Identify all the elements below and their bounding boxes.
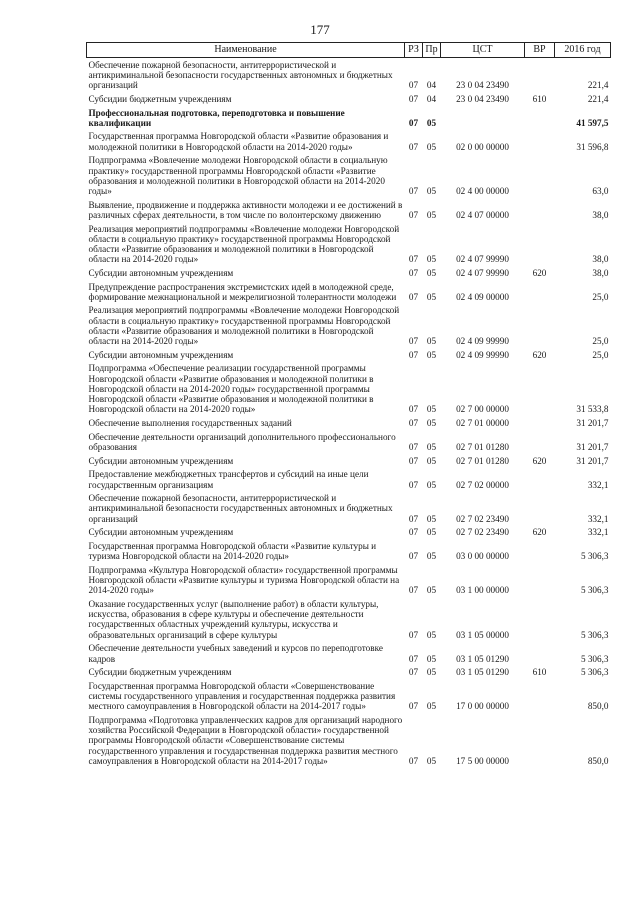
row-pr: 05 — [426, 551, 437, 562]
row-name: Реализация мероприятий подпрограммы «Вовлечение молодежи Новгородской области в социальную практику» государственной программы Новгородской области «Развитие образования и молодежной политики в Новгородской области на 2014-2020 годы» — [88, 223, 400, 265]
row-pr: 05 — [426, 653, 437, 664]
row-pr: 05 — [426, 349, 437, 360]
row-rz: 07 — [408, 141, 419, 152]
table-row — [87, 598, 611, 642]
row-vr: 610 — [532, 93, 547, 104]
row-rz: 07 — [408, 336, 419, 347]
row-vr — [525, 598, 555, 642]
row-cst: 02 7 02 23490 — [456, 527, 509, 538]
row-rz: 07 — [408, 267, 419, 278]
header-cst: ЦСТ — [441, 43, 525, 58]
row-value: 63,0 — [592, 185, 609, 196]
row-pr: 04 — [426, 80, 437, 91]
row-rz: 07 — [408, 254, 419, 265]
row-cst: 02 7 02 23490 — [456, 513, 509, 524]
row-vr — [525, 362, 555, 417]
row-pr: 05 — [426, 418, 437, 428]
row-rz: 07 — [408, 755, 419, 766]
row-cst: 17 0 00 00000 — [456, 701, 509, 712]
row-vr — [525, 222, 555, 266]
table-row — [87, 540, 611, 564]
row-cst: 02 4 07 99990 — [456, 267, 509, 278]
row-value: 332,1 — [587, 513, 609, 524]
row-name: Субсидии бюджетным учреждениям — [88, 667, 232, 678]
row-value: 25,0 — [592, 349, 609, 360]
table-row — [87, 362, 611, 417]
row-value: 332,1 — [587, 527, 609, 538]
row-pr: 05 — [426, 755, 437, 766]
table-row — [87, 679, 611, 713]
row-vr — [525, 642, 555, 666]
row-name: Государственная программа Новгородской области «Развитие культуры и туризма Новгородской области на 2014-2020 годы» — [88, 541, 377, 562]
row-cst: 02 4 09 99990 — [456, 349, 509, 360]
row-pr: 05 — [426, 291, 437, 302]
row-value: 38,0 — [592, 209, 609, 220]
row-value: 25,0 — [592, 291, 609, 302]
row-pr: 05 — [426, 479, 437, 490]
table-row — [87, 280, 611, 304]
row-rz: 07 — [408, 701, 419, 712]
row-rz: 07 — [408, 418, 419, 428]
row-name: Государственная программа Новгородской области «Совершенствование системы государственного управления и государственная поддержка развития местного самоуправления в Новгородской области на 2014-2017 годы» — [88, 680, 396, 712]
row-rz: 07 — [408, 629, 419, 640]
row-pr: 05 — [426, 336, 437, 347]
row-cst: 02 4 09 99990 — [456, 336, 509, 347]
row-vr — [525, 679, 555, 713]
row-name: Профессиональная подготовка, переподготовка и повышение квалификации — [88, 107, 345, 128]
row-cst — [441, 106, 525, 130]
row-cst: 02 4 07 99990 — [456, 254, 509, 265]
table-row — [87, 563, 611, 597]
row-vr — [525, 540, 555, 564]
row-pr: 05 — [426, 441, 437, 452]
table-header-row — [87, 43, 611, 58]
row-value: 38,0 — [592, 254, 609, 265]
row-vr — [525, 417, 555, 431]
row-name: Подпрограмма «Обеспечение реализации государственной программы Новгородской области «Развитие образования и молодежной политики в Новгородской области на 2014-2020 годы» государственной программы Новгородской области «Развитие образования и молодежной политики в Новгородской области на 2014-2020 годы» — [88, 363, 374, 415]
row-name: Субсидии автономным учреждениям — [88, 527, 234, 538]
row-cst: 23 0 04 23490 — [456, 93, 509, 104]
row-cst: 02 0 00 00000 — [456, 141, 509, 152]
row-pr: 05 — [426, 527, 437, 538]
header-vr: ВР — [525, 43, 555, 58]
row-name: Обеспечение деятельности организаций дополнительного профессионального образования — [88, 431, 396, 452]
row-vr — [525, 714, 555, 769]
row-name: Предупреждение распространения экстремистских идей в молодежной среде, формирование межнациональной и межрелигиозной толерантности молодежи — [88, 281, 397, 302]
header-name: Наименование — [87, 43, 405, 58]
header-pr: Пр — [423, 43, 441, 58]
row-cst: 02 4 09 00000 — [456, 291, 509, 302]
row-pr: 05 — [426, 629, 437, 640]
table-row — [87, 468, 611, 492]
row-rz: 07 — [408, 513, 419, 524]
row-cst: 17 5 00 00000 — [456, 755, 509, 766]
table-row — [87, 642, 611, 666]
row-value: 31 533,8 — [576, 404, 609, 415]
row-rz: 07 — [408, 551, 419, 562]
row-rz: 07 — [408, 455, 419, 466]
table-row — [87, 222, 611, 266]
row-name: Субсидии бюджетным учреждениям — [88, 93, 232, 104]
row-name: Обеспечение пожарной безопасности, антитеррористической и антикриминальной безопасности государственных автономных и бюджетных организаций — [88, 493, 393, 524]
row-name: Субсидии автономным учреждениям — [88, 349, 234, 360]
table-row — [87, 58, 611, 93]
row-cst: 03 1 05 01290 — [456, 653, 509, 664]
row-pr: 05 — [426, 667, 437, 678]
row-rz: 07 — [408, 117, 419, 128]
row-rz: 07 — [408, 209, 419, 220]
row-cst: 02 7 02 00000 — [456, 479, 509, 490]
row-vr: 610 — [532, 667, 547, 678]
header-year: 2016 год — [555, 43, 611, 58]
row-value: 850,0 — [587, 701, 609, 712]
row-pr: 05 — [426, 455, 437, 466]
row-vr — [525, 563, 555, 597]
row-value: 5 306,3 — [580, 585, 609, 596]
row-value: 31 596,8 — [576, 141, 609, 152]
table-row — [87, 492, 611, 526]
table-row — [87, 266, 611, 280]
row-cst: 03 1 05 01290 — [456, 667, 509, 678]
row-name: Подпрограмма «Вовлечение молодежи Новгородской области в социальную практику» государственной программы Новгородской области «Развитие образования и молодежной политики в Новгородской области на 2014-2020 годы» — [88, 155, 388, 196]
row-rz: 07 — [408, 185, 419, 196]
table-row — [87, 154, 611, 198]
row-name: Оказание государственных услуг (выполнение работ) в области культуры, искусства, образования в сфере культуры и обеспечение деятельности государственных областных учреждений культуры, искусства и образовательных организаций в сфере культуры — [88, 599, 379, 640]
row-value: 31 201,7 — [576, 441, 609, 452]
row-pr: 04 — [426, 93, 437, 104]
row-vr — [525, 106, 555, 130]
row-cst: 02 4 07 00000 — [456, 209, 509, 220]
row-rz: 07 — [408, 291, 419, 302]
table-row — [87, 417, 611, 431]
row-name: Реализация мероприятий подпрограммы «Вовлечение молодежи Новгородской области в социальную практику» государственной программы Новгородской области «Развитие образования и молодежной политики в Новгородской области на 2014-2020 годы» — [88, 305, 400, 347]
table-row — [87, 430, 611, 454]
row-pr: 05 — [426, 141, 437, 152]
row-pr: 05 — [426, 513, 437, 524]
row-value: 5 306,3 — [580, 551, 609, 562]
row-name: Субсидии автономным учреждениям — [88, 267, 234, 278]
row-cst: 02 4 00 00000 — [456, 185, 509, 196]
row-value: 221,4 — [587, 93, 609, 104]
row-vr: 620 — [532, 527, 547, 538]
row-name: Предоставление межбюджетных трансфертов и субсидий на иные цели государственным организациям — [88, 469, 369, 490]
row-pr: 05 — [426, 117, 437, 128]
table-row — [87, 304, 611, 348]
row-name: Субсидии автономным учреждениям — [88, 455, 234, 466]
table-row — [87, 348, 611, 362]
row-name: Подпрограмма «Культура Новгородской области» государственной программы Новгородской области «Развитие культуры и туризма Новгородской области на 2014-2020 годы» — [88, 564, 400, 596]
page-number: 177 — [310, 22, 330, 37]
row-vr — [525, 280, 555, 304]
table-row — [87, 526, 611, 540]
table-row — [87, 198, 611, 222]
row-name: Государственная программа Новгородской области «Развитие образования и молодежной политики в Новгородской области на 2014-2020 годы» — [88, 131, 389, 152]
row-rz: 07 — [408, 404, 419, 415]
row-cst: 02 7 01 00000 — [456, 418, 509, 428]
row-pr: 05 — [426, 267, 437, 278]
row-cst: 02 7 00 00000 — [456, 404, 509, 415]
row-value: 5 306,3 — [580, 667, 609, 678]
row-vr — [525, 468, 555, 492]
row-vr: 620 — [532, 267, 547, 278]
row-value: 5 306,3 — [580, 629, 609, 640]
row-value: 31 201,7 — [576, 455, 609, 466]
row-value: 332,1 — [587, 479, 609, 490]
row-vr — [525, 492, 555, 526]
row-pr: 05 — [426, 254, 437, 265]
table-row — [87, 714, 611, 769]
row-rz: 07 — [408, 349, 419, 360]
row-vr — [525, 58, 555, 93]
table-row — [87, 106, 611, 130]
row-name: Обеспечение выполнения государственных заданий — [88, 418, 292, 428]
row-pr: 05 — [426, 404, 437, 415]
table-row — [87, 130, 611, 154]
row-vr — [525, 154, 555, 198]
row-rz: 07 — [408, 441, 419, 452]
row-vr — [525, 304, 555, 348]
row-cst: 03 1 00 00000 — [456, 585, 509, 596]
row-name: Обеспечение деятельности учебных заведений и курсов по переподготовке кадров — [88, 643, 383, 664]
row-value: 38,0 — [592, 267, 609, 278]
row-vr — [525, 130, 555, 154]
row-vr — [525, 430, 555, 454]
row-cst: 02 7 01 01280 — [456, 441, 509, 452]
row-value: 41 597,5 — [576, 117, 609, 128]
row-rz: 07 — [408, 667, 419, 678]
row-cst: 03 0 00 00000 — [456, 551, 509, 562]
row-rz: 07 — [408, 653, 419, 664]
row-vr: 620 — [532, 455, 547, 466]
header-rz: РЗ — [405, 43, 423, 58]
row-rz: 07 — [408, 527, 419, 538]
row-name: Обеспечение пожарной безопасности, антитеррористической и антикриминальной безопасности государственных автономных и бюджетных организаций — [88, 59, 393, 91]
row-pr: 05 — [426, 701, 437, 712]
table-row — [87, 454, 611, 468]
row-rz: 07 — [408, 585, 419, 596]
row-value: 221,4 — [587, 80, 609, 91]
row-cst: 03 1 05 00000 — [456, 629, 509, 640]
row-pr: 05 — [426, 585, 437, 596]
row-vr — [525, 198, 555, 222]
row-value: 25,0 — [592, 336, 609, 347]
row-value: 850,0 — [587, 755, 609, 766]
row-name: Выявление, продвижение и поддержка активности молодежи и ее достижений в различных сферах деятельности, в том числе по волонтерскому движению — [88, 199, 403, 220]
row-cst: 02 7 01 01280 — [456, 455, 509, 466]
row-value: 31 201,7 — [576, 418, 609, 428]
row-value: 5 306,3 — [580, 653, 609, 664]
row-rz: 07 — [408, 80, 419, 91]
row-cst: 23 0 04 23490 — [456, 80, 509, 91]
row-pr: 05 — [426, 185, 437, 196]
row-pr: 05 — [426, 209, 437, 220]
budget-table — [86, 42, 611, 768]
row-rz: 07 — [408, 93, 419, 104]
table-row — [87, 666, 611, 680]
row-name: Подпрограмма «Подготовка управленческих кадров для организаций народного хозяйства Российской Федерации в Новгородской области» государственной программы Новгородской области «Совершенствование системы государственного управления и государственная поддержка развития местного самоуправления в Новгородской области на 2014-2017 годы» — [88, 715, 403, 766]
row-rz: 07 — [408, 479, 419, 490]
row-vr: 620 — [532, 349, 547, 360]
table-row — [87, 92, 611, 106]
